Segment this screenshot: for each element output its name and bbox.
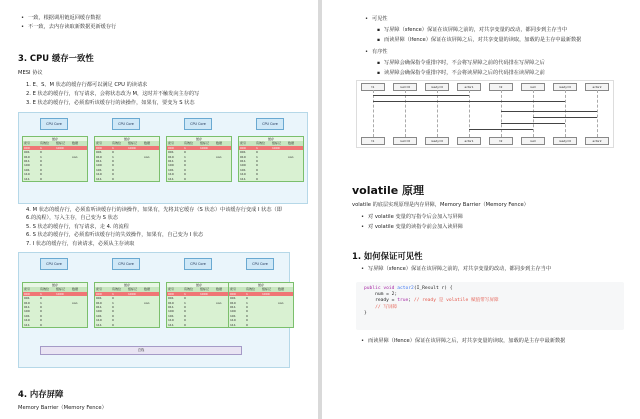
cache-row [23, 323, 87, 327]
cpu-core: CPU Core [40, 258, 68, 270]
code-l2: num = 2; [364, 292, 398, 298]
cache-header-cell: 数据 [72, 141, 79, 146]
cache-cell: 0 [256, 176, 258, 181]
cache-cell: 1 [184, 291, 186, 296]
cache-header-cell: 数据 [278, 287, 285, 292]
seq-actor: ready=0 [425, 83, 449, 91]
cache-header-cell: 索引 [168, 141, 175, 146]
cache-cell: 0 [112, 305, 114, 310]
cache-cell: 0 [40, 309, 42, 314]
cache-cell: 001 [96, 296, 102, 301]
cache-cell: 011 [24, 159, 30, 164]
cache-cell: 000 [240, 145, 246, 150]
cache-cell: 0 [246, 309, 248, 314]
cache-cell: ooo [72, 300, 78, 305]
cache-cell: 1 [112, 145, 114, 150]
cache-row [167, 177, 231, 181]
section-title-cpu-cache: 3. CPU 缓存一致性 [18, 53, 94, 63]
cache-cell: 1 [40, 145, 42, 150]
cache-cell: 0 [112, 159, 114, 164]
cache-cell: 011 [24, 305, 30, 310]
cache-cell: 0 [112, 150, 114, 155]
cache-cell: 0 [112, 318, 114, 323]
cache-cell: 1 [256, 145, 258, 150]
cache-cell: 0 [112, 176, 114, 181]
seq-actor: actor1 [457, 83, 481, 91]
cache-header-cell: 索引 [24, 141, 31, 146]
cache-cell: 101 [230, 313, 236, 318]
cache-cell: 1000 [262, 291, 270, 296]
cache-cell: 0 [40, 163, 42, 168]
cache-cell: 010 [96, 154, 102, 159]
cache-header-cell: 组标记 [128, 287, 138, 292]
cache-cell: 1 [246, 291, 248, 296]
cache-cell: 0 [112, 313, 114, 318]
cache-cell: 110 [24, 318, 30, 323]
cache-cell: 001 [168, 150, 174, 155]
code-l3-cmt: // ready 是 volatile 赋值带写屏障 [413, 298, 499, 304]
cache-cell: 0 [112, 172, 114, 177]
cache-header-cell: 组标记 [56, 287, 66, 292]
mesi-item-1: 1. E、S、M 状态的缓存行都可以满足 CPU 的读请求 [26, 82, 148, 88]
cache-caption: 缓存 [95, 137, 159, 141]
seq-actor: t1 [361, 83, 385, 91]
cache-cell: 101 [24, 313, 30, 318]
cache-cell: 0 [40, 318, 42, 323]
cache-cell: 110 [168, 318, 174, 323]
cache-cell: 001 [96, 150, 102, 155]
cache-cell: 110 [96, 172, 102, 177]
cache-row [95, 177, 159, 181]
cache-table [166, 136, 232, 182]
cache-cell: 000 [24, 145, 30, 150]
cache-header-cell: 数据 [144, 141, 151, 146]
cache-table [22, 282, 88, 328]
seq-message [373, 101, 565, 102]
cache-cell: 100 [24, 163, 30, 168]
cache-cell: 010 [96, 300, 102, 305]
cache-header-cell: 索引 [240, 141, 247, 146]
cache-cell: ooo [216, 154, 222, 159]
cache-cell: 1 [184, 154, 186, 159]
cache-cell: 111 [96, 176, 102, 181]
bullet-consistent: • 一致，根据调用链返回缓存数据 [28, 15, 101, 22]
cache-cell: 0 [184, 305, 186, 310]
cache-header-cell: 有效位 [112, 287, 122, 292]
cache-cell: 0 [40, 305, 42, 310]
cpu-core: CPU Core [246, 258, 274, 270]
cache-cell [199, 177, 215, 181]
cache-cell: ooo [144, 154, 150, 159]
bullet-inconsistent: • 不一致，去内存读取新数据更新缓存行 [28, 24, 116, 31]
cache-cell: 0 [40, 150, 42, 155]
seq-message [469, 129, 533, 130]
cache-header-cell: 有效位 [256, 141, 266, 146]
cache-cell: 0 [184, 313, 186, 318]
cache-header-cell: 有效位 [40, 287, 50, 292]
cache-header-cell: 组标记 [200, 141, 210, 146]
cache-cell: 1 [112, 154, 114, 159]
cache-cell: 001 [230, 296, 236, 301]
cache-cell: 000 [168, 291, 174, 296]
cache-table [94, 282, 160, 328]
cache-header-cell: 索引 [168, 287, 175, 292]
cache-header-cell: 有效位 [246, 287, 256, 292]
cache-cell: 1000 [128, 291, 136, 296]
cache-cell: 100 [168, 163, 174, 168]
cache-cell: ooo [144, 300, 150, 305]
cache-cell: 1000 [200, 145, 208, 150]
mesi-item-7: 7. I 状态的缓存行，有读请求，必须从主存读取 [26, 241, 135, 247]
cache-header-cell: 组标记 [262, 287, 272, 292]
seq-actor-bottom: ready=0 [425, 137, 449, 145]
code-l1-rest: (I_Result r) { [413, 286, 453, 291]
cache-cell: 000 [230, 291, 236, 296]
cache-header-cell: 组标记 [200, 287, 210, 292]
cache-cell: 011 [168, 159, 174, 164]
cache-cell: 100 [96, 163, 102, 168]
cache-cell: 0 [246, 318, 248, 323]
cache-cell: 110 [240, 172, 246, 177]
mesi-item-3: 3. E 状态的缓存行，必须监听该缓存行的读操作，如果有，要变为 S 状态 [26, 100, 195, 106]
cache-cell: 100 [24, 309, 30, 314]
seq-lifeline [533, 90, 534, 137]
seq-lifeline [597, 90, 598, 137]
cache-header-cell: 数据 [144, 287, 151, 292]
cache-cell: 100 [240, 163, 246, 168]
cache-table [166, 282, 232, 328]
cpu-core: CPU Core [256, 118, 284, 130]
cache-cell [55, 177, 71, 181]
cache-cell: 001 [168, 296, 174, 301]
cache-header-cell: 数据 [216, 287, 223, 292]
cache-cell: 0 [246, 305, 248, 310]
cache-cell [71, 177, 87, 181]
cache-cell [127, 177, 143, 181]
cache-caption: 缓存 [167, 137, 231, 141]
volatile-intro: volatile 的底层实现原理是内存屏障，Memory Barrier（Memory Fence） [352, 202, 529, 208]
cache-header-cell: 有效位 [40, 141, 50, 146]
code-block [356, 282, 624, 330]
cache-cell: 1 [112, 300, 114, 305]
cache-cell [277, 323, 293, 327]
cache-cell: 011 [96, 159, 102, 164]
cache-cell: 111 [24, 322, 30, 327]
cache-cell: 010 [230, 300, 236, 305]
cpu-core: CPU Core [112, 258, 140, 270]
volatile-item-2: • 对 volatile 变量的读指令前会加入读屏障 [368, 224, 463, 231]
cache-cell: 101 [240, 167, 246, 172]
seq-lifeline [437, 90, 438, 137]
cache-cell: 0 [184, 167, 186, 172]
cache-cell: 011 [240, 159, 246, 164]
cache-row [239, 177, 303, 181]
volatile-item-1: • 对 volatile 变量的写指令后会加入写屏障 [368, 214, 463, 221]
cache-cell: 001 [24, 150, 30, 155]
cache-cell: 0 [184, 150, 186, 155]
cache-header-cell: 索引 [96, 141, 103, 146]
memory-barrier-label: Memory Barrier（Memory Fence） [18, 405, 107, 411]
seq-actor-bottom: actor2 [585, 137, 609, 145]
cache-caption: 缓存 [95, 283, 159, 287]
seq-lifeline [565, 90, 566, 137]
cache-cell: 0 [184, 176, 186, 181]
cache-cell: 111 [24, 176, 30, 181]
cache-cell: 101 [168, 167, 174, 172]
cache-cell: 101 [96, 167, 102, 172]
cache-cell: ooo [72, 154, 78, 159]
visibility-label: • 可见性 [372, 16, 388, 23]
cache-cell: 0 [184, 318, 186, 323]
left-page [0, 0, 318, 419]
cache-cell: 1000 [56, 291, 64, 296]
cpu-core: CPU Core [112, 118, 140, 130]
cache-cell: 001 [24, 296, 30, 301]
cache-cell: 100 [168, 309, 174, 314]
code-fn: actor2 [397, 286, 414, 291]
subsection-title-visibility: 1. 如何保证可见性 [352, 251, 423, 261]
cache-cell: 110 [230, 318, 236, 323]
cache-cell: 011 [168, 305, 174, 310]
cache-cell: 0 [246, 313, 248, 318]
cache-cell: 0 [184, 309, 186, 314]
seq-actor: num=0 [393, 83, 417, 91]
cache-cell: 1 [184, 300, 186, 305]
cache-cell [71, 323, 87, 327]
seq-message [501, 111, 597, 112]
seq-actor-bottom: ready=0 [553, 137, 577, 145]
cache-cell: 1 [246, 300, 248, 305]
cache-cell: 0 [184, 322, 186, 327]
cache-caption: 缓存 [229, 283, 293, 287]
cache-cell: 0 [112, 322, 114, 327]
cache-cell: 110 [96, 318, 102, 323]
cache-cell: 0 [256, 167, 258, 172]
cache-cell: 0 [256, 150, 258, 155]
cache-table [22, 136, 88, 182]
cache-cell: 0 [40, 296, 42, 301]
cache-header-cell: 组标记 [56, 141, 66, 146]
cache-row [23, 177, 87, 181]
cache-cell: 1 [40, 154, 42, 159]
cache-cell: 1000 [56, 145, 64, 150]
cache-cell: 0 [246, 322, 248, 327]
code-l4: // 写屏障 [364, 304, 398, 310]
cache-row [95, 323, 159, 327]
bus: 总线 [40, 346, 242, 355]
cache-cell: 0 [112, 163, 114, 168]
cache-cell: 0 [256, 172, 258, 177]
cache-header-cell: 索引 [230, 287, 237, 292]
cache-cell: 0 [112, 309, 114, 314]
cache-header-cell: 数据 [72, 287, 79, 292]
cache-cell: 1000 [272, 145, 280, 150]
cache-cell: 0 [40, 176, 42, 181]
cache-cell [271, 177, 287, 181]
seq-message [533, 117, 597, 118]
cache-cell: ooo [216, 300, 222, 305]
cache-cell: 000 [168, 145, 174, 150]
cache-table [228, 282, 294, 328]
cache-cell: 101 [96, 313, 102, 318]
cache-cell: 0 [246, 296, 248, 301]
cache-header-cell: 有效位 [184, 287, 194, 292]
cache-cell: 000 [96, 291, 102, 296]
cache-cell: 1 [184, 145, 186, 150]
cache-cell: 1 [40, 291, 42, 296]
cache-caption: 缓存 [23, 283, 87, 287]
seq-actor-bottom: num=0 [393, 137, 417, 145]
cache-cell: 111 [168, 322, 174, 327]
cache-cell: 0 [40, 172, 42, 177]
cache-header-cell: 组标记 [128, 141, 138, 146]
code-l5: } [364, 310, 367, 316]
volatile-title: volatile 原理 [352, 184, 425, 197]
mesi-item-2: 2. E 状态的缓存行，有写请求，会将状态改为 M，这时并不触发向主存的写 [26, 91, 200, 97]
cache-cell [127, 323, 143, 327]
cache-cell: 0 [184, 163, 186, 168]
cache-cell: 0 [40, 322, 42, 327]
cpu-core: CPU Core [40, 118, 68, 130]
cache-cell: 010 [24, 300, 30, 305]
cache-caption: 缓存 [23, 137, 87, 141]
cache-cell: 0 [184, 296, 186, 301]
cache-cell: 0 [40, 159, 42, 164]
cache-cell: 110 [168, 172, 174, 177]
cache-caption: 缓存 [239, 137, 303, 141]
cache-cell: 011 [96, 305, 102, 310]
cache-cell: 011 [230, 305, 236, 310]
cache-cell: 000 [24, 291, 30, 296]
section-title-memory-barrier: 4. 内存屏障 [18, 389, 64, 399]
seq-actor-bottom: actor1 [457, 137, 481, 145]
seq-lifeline [405, 90, 406, 137]
seq-actor-bottom: t2 [489, 137, 513, 145]
seq-actor: ready=0 [553, 83, 577, 91]
ordering-label: • 有序性 [372, 49, 388, 56]
seq-message [501, 123, 565, 124]
cache-table [238, 136, 304, 182]
code-l3b: ; [408, 298, 414, 304]
cache-row [167, 323, 231, 327]
cache-cell: 010 [168, 300, 174, 305]
cache-cell: 1 [256, 154, 258, 159]
cache-header-cell: 有效位 [184, 141, 194, 146]
cache-cell: 0 [112, 167, 114, 172]
seq-actor-bottom: num [521, 137, 545, 145]
sequence-diagram [356, 80, 614, 148]
cache-cell: 0 [184, 159, 186, 164]
seq-actor: t2 [489, 83, 513, 91]
cache-cell: 111 [240, 176, 246, 181]
cache-cell: 111 [96, 322, 102, 327]
mesi-label: MESI 协议 [18, 70, 43, 76]
cache-cell [287, 177, 303, 181]
cache-cell: 0 [40, 313, 42, 318]
cache-cell: 0 [256, 159, 258, 164]
cache-header-cell: 数据 [288, 141, 295, 146]
cache-header-cell: 组标记 [272, 141, 282, 146]
cache-cell [261, 323, 277, 327]
mesi-item-4: 4. M 状态的缓存行，必须监听读缓存行的读操作，如果有，先将其它缓存（S 状态）中该缓存行变成 I 状态（即 [26, 207, 282, 213]
cache-cell: 1 [40, 300, 42, 305]
cache-cell: 100 [96, 309, 102, 314]
cache-caption: 缓存 [167, 283, 231, 287]
seq-message [373, 95, 469, 96]
cache-cell: 1000 [128, 145, 136, 150]
cache-cell: 101 [24, 167, 30, 172]
cache-table [94, 136, 160, 182]
cache-cell: 0 [112, 296, 114, 301]
ordering-item-1: ▪ 写屏障会确保指令重排序时，不会将写屏障之前的代码排在写屏障之后 [384, 60, 545, 67]
code-kw: public void [364, 286, 398, 291]
cache-cell: ooo [278, 300, 284, 305]
code-l3a: ready = [364, 298, 398, 304]
seq-lifeline [373, 90, 374, 137]
cache-cell: 101 [168, 313, 174, 318]
last-item: • 而读屏障（lfence）保证在该屏障之后，对共享变量的读取，加载的是主存中最新数据 [368, 338, 565, 345]
ordering-item-2: ▪ 读屏障会确保指令重排序时，不会将读屏障之后的代码排在读屏障之前 [384, 70, 545, 77]
cache-cell [199, 323, 215, 327]
mesi-item-4b: 6.的流程），写入主存，自己变为 S 状态 [26, 215, 118, 221]
cache-header-cell: 索引 [96, 287, 103, 292]
mesi-item-5: 5. S 状态的缓存行，有写请求，走 4. 的流程 [26, 224, 129, 230]
cache-cell: 001 [240, 150, 246, 155]
cache-cell: 111 [168, 176, 174, 181]
cache-cell: 111 [230, 322, 236, 327]
cache-cell [215, 177, 231, 181]
visibility-item-2: ▪ 而读屏障（lfence）保证在该屏障之后，对共享变量的读取，加载的是主存中最新数据 [384, 37, 581, 44]
cpu-core: CPU Core [184, 118, 212, 130]
seq-actor: num [521, 83, 545, 91]
cache-cell: 010 [24, 154, 30, 159]
cache-cell [143, 177, 159, 181]
mesi-item-6: 6. S 状态的缓存行，必须监听该缓存行的失效操作，如果有，自己变为 I 状态 [26, 232, 204, 238]
cache-cell: 1000 [200, 291, 208, 296]
seq-actor-bottom: t1 [361, 137, 385, 145]
seq-actor: actor2 [585, 83, 609, 91]
cache-cell: 000 [96, 145, 102, 150]
cpu-core: CPU Core [184, 258, 212, 270]
cache-cell: 110 [24, 172, 30, 177]
cache-header-cell: 索引 [24, 287, 31, 292]
cache-cell: 0 [184, 172, 186, 177]
cache-cell: 0 [40, 167, 42, 172]
cache-cell: 0 [256, 163, 258, 168]
code-l3-kw: true [397, 298, 409, 304]
cache-cell: 010 [240, 154, 246, 159]
cache-header-cell: 数据 [216, 141, 223, 146]
cache-cell: 100 [230, 309, 236, 314]
cache-header-cell: 有效位 [112, 141, 122, 146]
cache-cell: 010 [168, 154, 174, 159]
cache-cell [55, 323, 71, 327]
cache-cell: 1 [112, 291, 114, 296]
visibility-item-1: ▪ 写屏障（sfence）保证在该屏障之前的，对共享变量的改动，都同步到主存当中 [384, 27, 567, 34]
cache-cell [143, 323, 159, 327]
cache-cell: ooo [288, 154, 294, 159]
cache-row [229, 323, 293, 327]
sub1-item: • 写屏障（sfence）保证在该屏障之前的，对共享变量的改动，都同步到主存当中 [368, 266, 551, 273]
